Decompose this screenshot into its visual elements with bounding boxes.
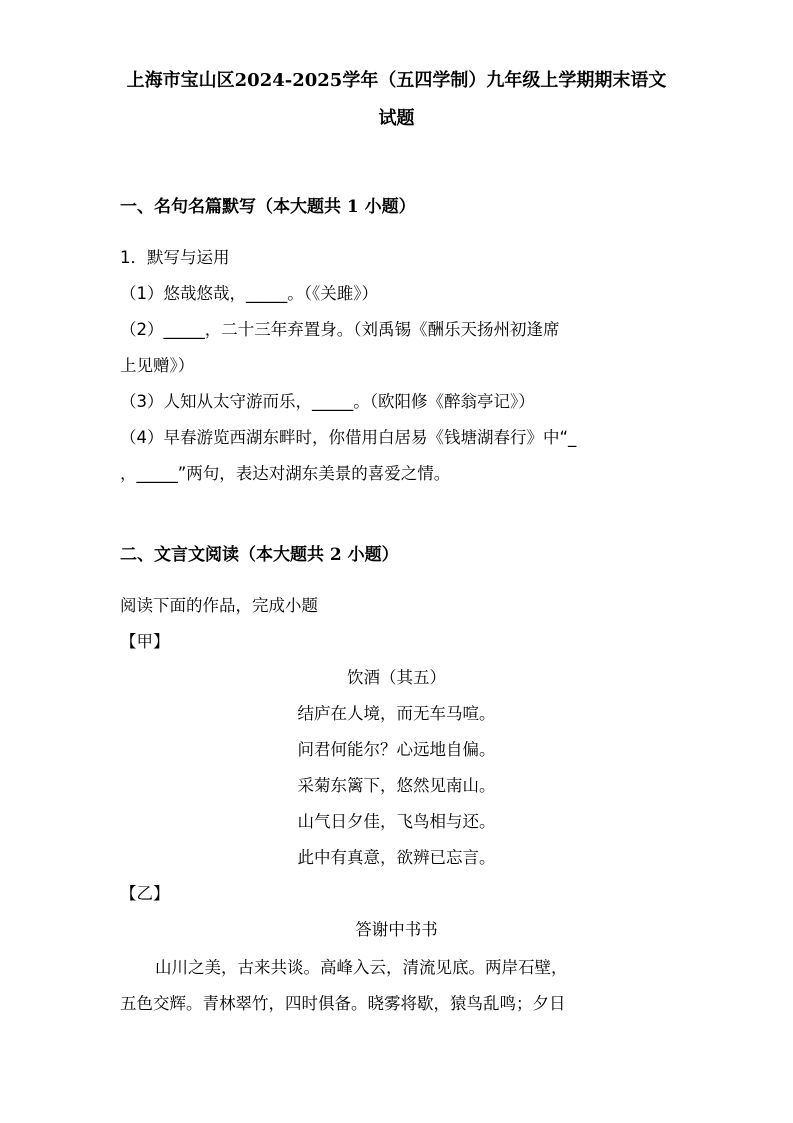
question1-item-1: （1）悠哉悠哉，_____。（《关雎》） bbox=[120, 284, 378, 303]
passage-jia-label: 【甲】 bbox=[120, 632, 170, 651]
poem-line: 问君何能尔？心远地自偏。 bbox=[297, 740, 496, 759]
document-title-line2: 试题 bbox=[378, 108, 415, 129]
question1-item-2: （2）_____，二十三年弃置身。（刘禹锡《酬乐天扬州初逢席 bbox=[120, 320, 560, 339]
poem-line: 山气日夕佳，飞鸟相与还。 bbox=[297, 812, 496, 831]
poem-line: 此中有真意，欲辨已忘言。 bbox=[297, 848, 496, 867]
section1-heading: 一、名句名篇默写（本大题共 1 小题） bbox=[120, 197, 416, 217]
question1-label: 1．默写与运用 bbox=[120, 248, 230, 267]
question1-item-2-cont: 上见赠》） bbox=[120, 356, 195, 375]
poem-title: 饮酒（其五） bbox=[347, 668, 446, 687]
poem-line: 采菊东篱下，悠然见南山。 bbox=[297, 776, 496, 795]
question1-item-4-cont: ，_____”两句，表达对湖东美景的喜爱之情。 bbox=[120, 464, 451, 483]
question1-item-4: （4）早春游览西湖东畔时，你借用白居易《钱塘湖春行》中“_ bbox=[120, 428, 577, 447]
prose-title: 答谢中书书 bbox=[355, 920, 438, 939]
prose-line: 五色交辉。青林翠竹，四时俱备。晓雾将歇，猿鸟乱鸣；夕日 bbox=[120, 994, 566, 1013]
reading-intro: 阅读下面的作品，完成小题 bbox=[120, 596, 318, 615]
question1-item-3: （3）人知从太守游而乐，_____。（欧阳修《醉翁亭记》） bbox=[120, 392, 535, 411]
document-title-line1: 上海市宝山区2024-2025学年（五四学制）九年级上学期期末语文 bbox=[126, 70, 667, 91]
passage-yi-label: 【乙】 bbox=[120, 884, 170, 903]
section2-heading: 二、文言文阅读（本大题共 2 小题） bbox=[120, 545, 399, 565]
prose-line: 山川之美，古来共谈。高峰入云，清流见底。两岸石壁， bbox=[155, 958, 568, 977]
poem-line: 结庐在人境，而无车马喧。 bbox=[297, 704, 496, 723]
